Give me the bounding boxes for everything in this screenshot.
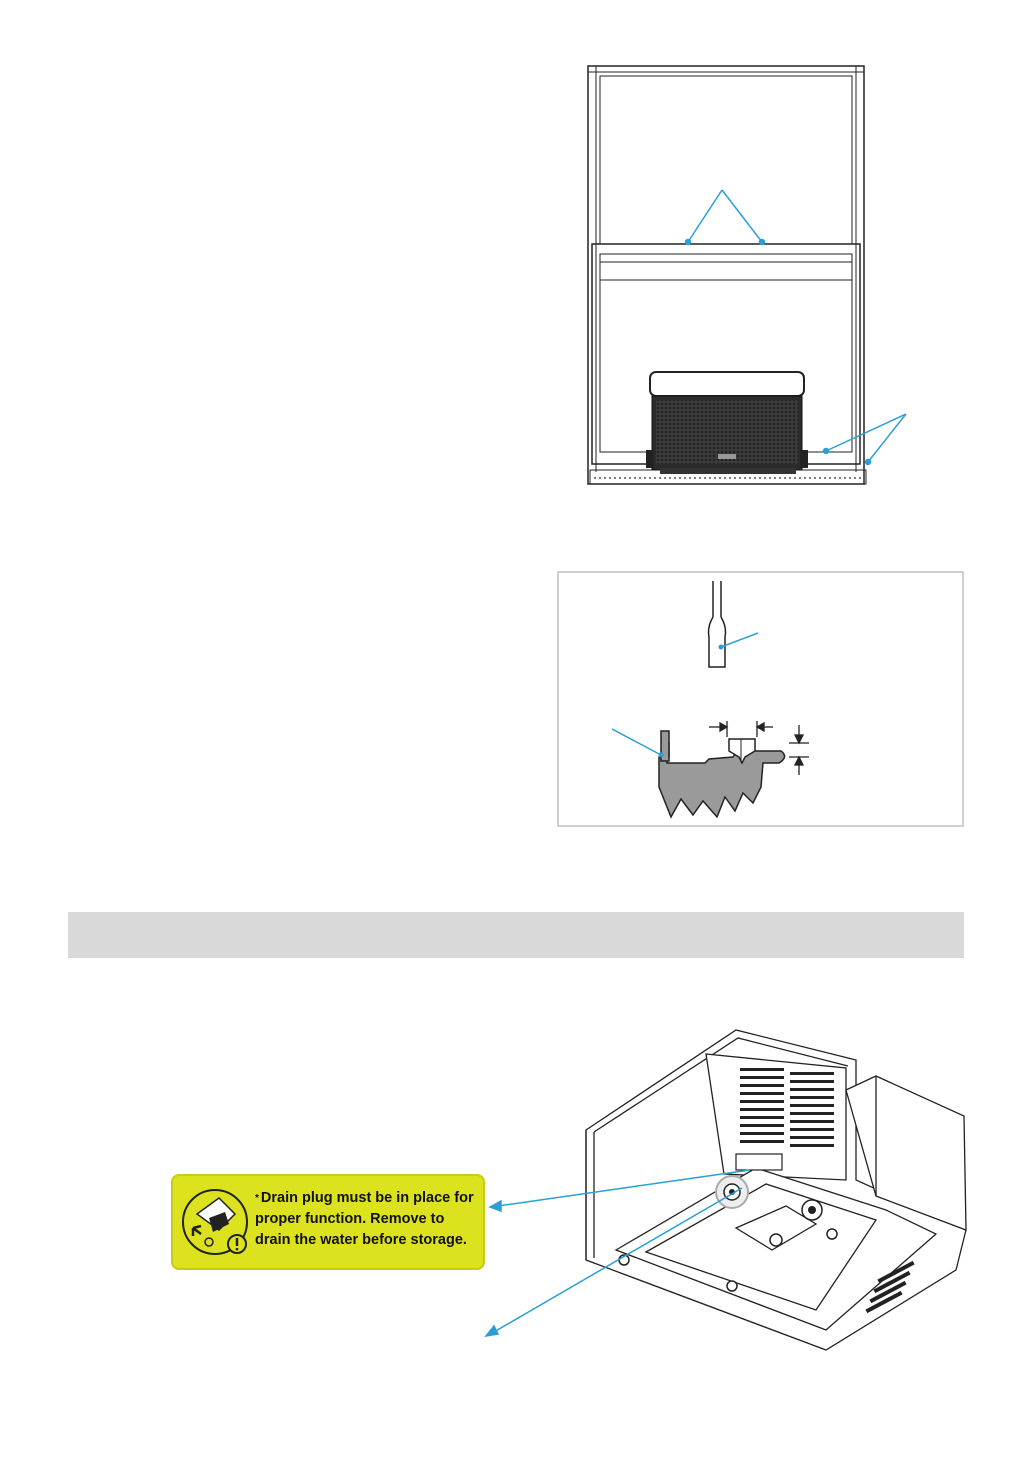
warning-asterisk: * [255,1193,259,1204]
air-conditioner-unit [646,372,808,474]
drain-callout-arrows [470,1150,790,1350]
warning-line-3: drain the water before storage. [255,1232,467,1248]
warning-line-2: proper function. Remove to [255,1211,445,1227]
window-installation-figure [580,62,920,492]
drain-plug-warning-text [255,1188,481,1251]
warning-line-1: * Drain plug must be in place for [255,1190,474,1206]
exclamation-icon [228,1235,246,1253]
drain-plug-warning-icon [179,1184,253,1260]
drain-plug-warning-label [171,1174,485,1270]
drain-channel-detail-figure [557,571,965,827]
section-header-bar [68,912,964,958]
